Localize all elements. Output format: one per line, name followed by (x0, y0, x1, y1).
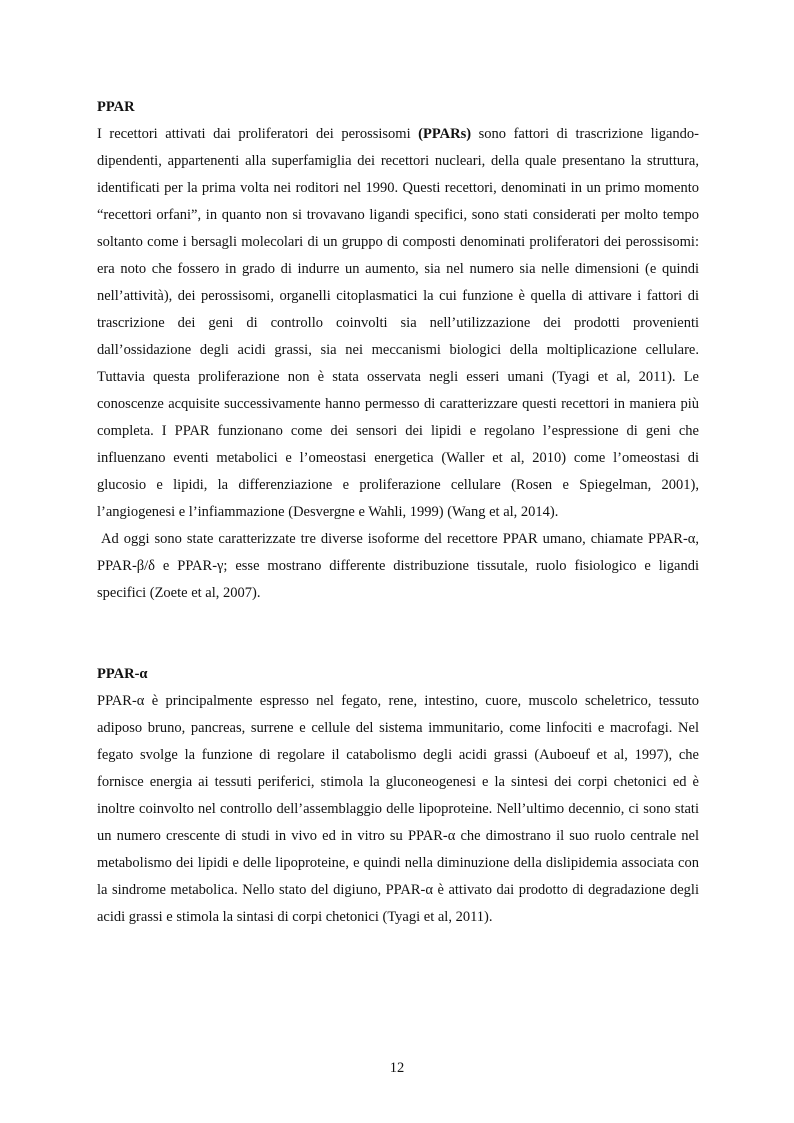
page-number: 12 (389, 1060, 405, 1076)
paragraph-ppar-isoforms: Ad oggi sono state caratterizzate tre diverse isoforme del recettore PPAR umano, chiamate PPAR-α, PPAR-β/δ e PPAR-γ; esse mostrano differente distribuzione tissutale, ruolo fisiologico e ligandi specifici (Zoete et al, 2007). (97, 531, 699, 601)
paragraph-text: sono fattori di trascrizione ligando-dipendenti, appartenenti alla superfamiglia dei recettori nucleari, della quale presentano la struttura, identificati per la prima volta nei roditori nel 1990. Questi recettori, denominati in un primo momento “recettori orfani”, in quanto non si trovavano ligandi specifici, sono stati considerati per molto tempo soltanto come i bersagli molecolari di un gruppo di composti denominati proliferatori dei perossisomi: era noto che fossero in grado di indurre un aumento, sia nel numero sia nelle dimensioni (e quindi nell’attività), dei perossisomi, organelli citoplasmatici la cui funzione è quella di attivare i fattori di trascrizione dei geni di controllo coinvolti sia nell’utilizzazione dei prodotti provenienti dall’ossidazione degli acidi grassi, sia nei meccanismi biologici della moltiplicazione cellulare. Tuttavia questa proliferazione non è stata osservata negli esseri umani (Tyagi et al, 2011). Le conoscenze acquisite successivamente hanno permesso di caratterizzare questi recettori in maniera più completa. I PPAR funzionano come dei sensori dei lipidi e regolano l’espressione di geni che influenzano eventi metabolici e l’omeostasi energetica (Waller et al, 2010) come l’omeostasi di glucosio e lipidi, la differenziazione e proliferazione cellulare (Rosen e Spiegelman, 2001), l’angiogenesi e l’infiammazione (Desvergne e Wahli, 1999) (Wang et al, 2014). (97, 126, 699, 520)
section-heading-ppar-alpha: PPAR-α (97, 666, 148, 682)
page-content (97, 94, 699, 931)
paragraph-text: I recettori attivati dai proliferatori dei perossisomi (97, 126, 419, 142)
section-spacer (97, 607, 699, 661)
paragraph-ppar-alpha: PPAR-α è principalmente espresso nel fegato, rene, intestino, cuore, muscolo scheletrico, tessuto adiposo bruno, pancreas, surrene e cellule del sistema immunitario, come linfociti e macrofagi. Nel fegato svolge la funzione di regolare il catabolismo degli acidi grassi (Auboeuf et al, 1997), che fornisce energia ai tessuti periferici, stimola la gluconeogenesi e la sintesi dei corpi chetonici ed è inoltre coinvolto nel controllo dell’assemblaggio delle lipoproteine. Nell’ultimo decennio, ci sono stati un numero crescente di studi in vivo ed in vitro su PPAR-α che dimostrano il suo ruolo centrale nel metabolismo dei lipidi e delle lipoproteine, e quindi nella diminuzione della dislipidemia associata con la sindrome metabolica. Nello stato del digiuno, PPAR-α è attivato dai prodotto di degradazione degli acidi grassi e stimola la sintasi di corpi chetonici (Tyagi et al, 2011). (97, 693, 699, 925)
section-heading-ppar: PPAR (97, 99, 135, 115)
bold-term-pparsx: (PPARs) (418, 126, 472, 142)
paragraph-ppar-intro (97, 121, 699, 526)
